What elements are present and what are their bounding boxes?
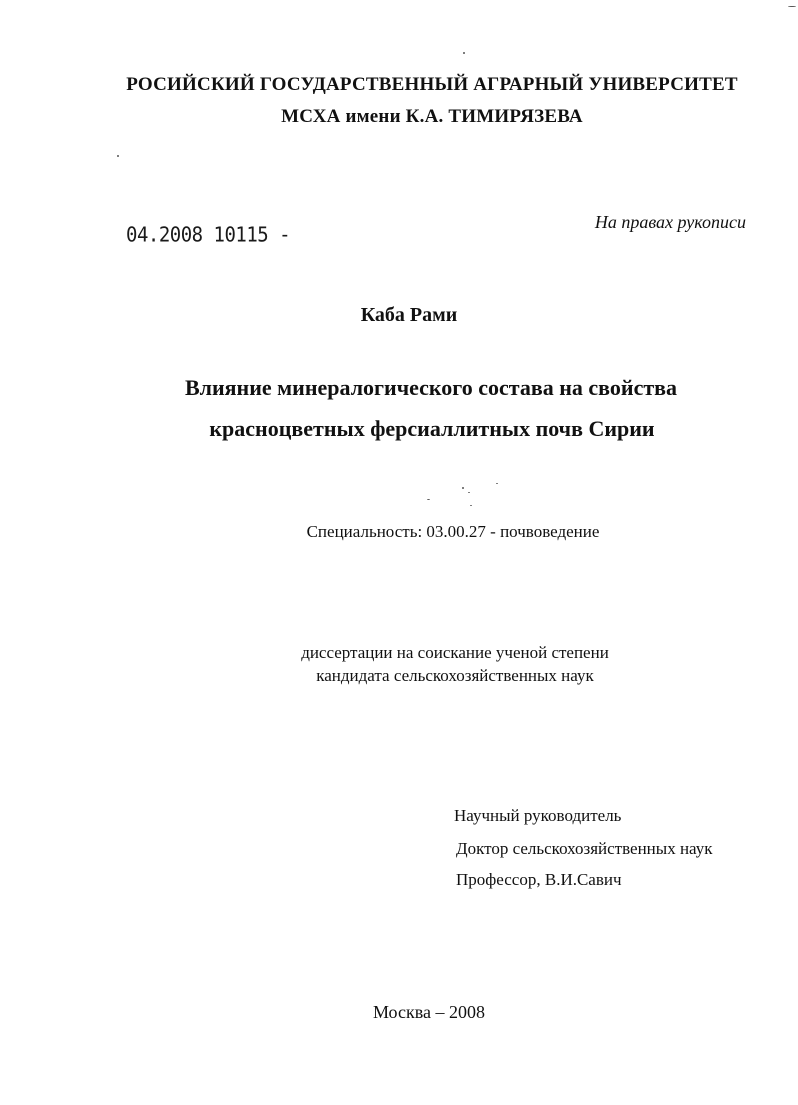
scan-speck — [117, 155, 119, 157]
advisor-degree: Доктор сельскохозяйственных наук — [456, 839, 713, 858]
specialty: Специальность: 03.00.27 - почвоведение — [306, 522, 600, 541]
scan-speck — [462, 487, 464, 489]
dissertation-title-line2: красноцветных ферсиаллитных почв Сирии — [209, 416, 655, 441]
advisor-label: Научный руководитель — [454, 806, 622, 825]
city-year: Москва – 2008 — [373, 1002, 485, 1022]
university-name-line1: РОСИЙСКИЙ ГОСУДАРСТВЕННЫЙ АГРАРНЫЙ УНИВЕРСИТЕТ — [126, 74, 738, 95]
advisor-name: Профессор, В.И.Савич — [456, 870, 622, 889]
dissertation-title-line1: Влияние минералогического состава на свойства — [184, 375, 678, 400]
author-name: Каба Рами — [360, 304, 458, 326]
scan-speck — [427, 499, 430, 500]
degree-line2: кандидата сельскохозяйственных наук — [316, 666, 594, 685]
scan-speck — [788, 6, 796, 7]
scan-speck — [463, 52, 465, 54]
university-name-line2: МСХА имени К.А. ТИМИРЯЗЕВА — [281, 106, 583, 127]
scan-speck — [496, 483, 498, 484]
scan-speck — [470, 505, 472, 506]
degree-line1: диссертации на соискание ученой степени — [301, 643, 609, 662]
manuscript-rights-note: На правах рукописи — [594, 212, 746, 232]
scan-speck — [468, 492, 470, 493]
registration-stamp: 04.2008 10115 - — [126, 223, 291, 247]
